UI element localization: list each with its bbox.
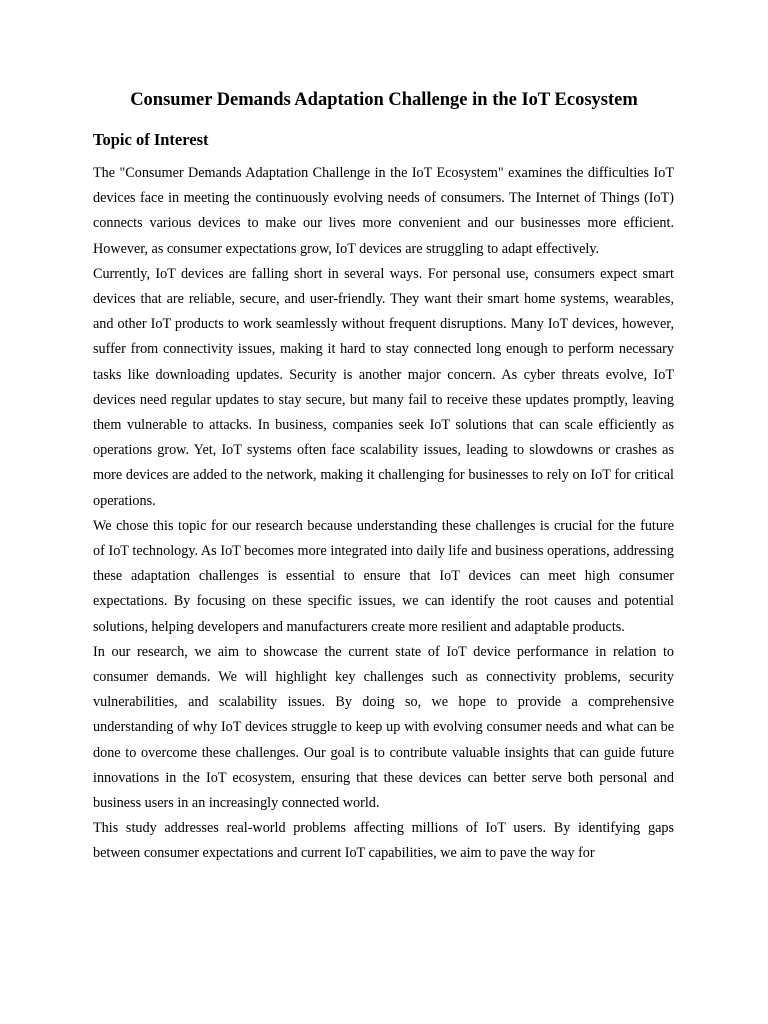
paragraph-4: In our research, we aim to showcase the current state of IoT device performance in relation to consumer demands. We will highlight key challenges such as connectivity problems, security vulnerabilities, and scalability issues. By doing so, we hope to provide a comprehensive understanding of why IoT devices struggle to keep up with evolving consumer needs and what can be done to overcome these challenges. Our goal is to contribute valuable insights that can guide future innovations in the IoT ecosystem, ensuring that these devices can better serve both personal and business users in an increasingly connected world.: [93, 643, 674, 812]
paragraph-5: This study addresses real-world problems affecting millions of IoT users. By identifying gaps between consumer expectations and current IoT capabilities, we aim to pave the way for: [93, 820, 674, 862]
paragraph-2: Currently, IoT devices are falling short in several ways. For personal use, consumers expect smart devices that are reliable, secure, and user-friendly. They want their smart home systems, wearables, and other IoT products to work seamlessly without frequent disruptions. Many IoT devices, however, suffer from connectivity issues, making it hard to stay connected long enough to perform necessary tasks like downloading updates. Security is another major concern. As cyber threats evolve, IoT devices need regular updates to stay secure, but many fail to receive these updates promptly, leaving them vulnerable to attacks. In business, companies seek IoT solutions that can scale efficiently as operations grow. Yet, IoT systems often face scalability issues, leading to slowdowns or crashes as more devices are added to the network, making it challenging for businesses to rely on IoT for critical operations.: [93, 265, 674, 509]
section-heading: Topic of Interest: [93, 130, 209, 149]
body-text: [93, 161, 674, 867]
paragraph-3: We chose this topic for our research because understanding these challenges is crucial for the future of IoT technology. As IoT becomes more integrated into daily life and business operations, addressing these adaptation challenges is essential to ensure that IoT devices can meet high consumer expectations. By focusing on these specific issues, we can identify the root causes and potential solutions, helping developers and manufacturers create more resilient and adaptable products.: [93, 517, 674, 635]
document-title: Consumer Demands Adaptation Challenge in the IoT Ecosystem: [130, 90, 638, 110]
paragraph-1: The "Consumer Demands Adaptation Challenge in the IoT Ecosystem" examines the difficulties IoT devices face in meeting the continuously evolving needs of consumers. The Internet of Things (IoT) connects various devices to make our lives more convenient and our businesses more efficient. However, as consumer expectations grow, IoT devices are struggling to adapt effectively.: [93, 165, 674, 257]
